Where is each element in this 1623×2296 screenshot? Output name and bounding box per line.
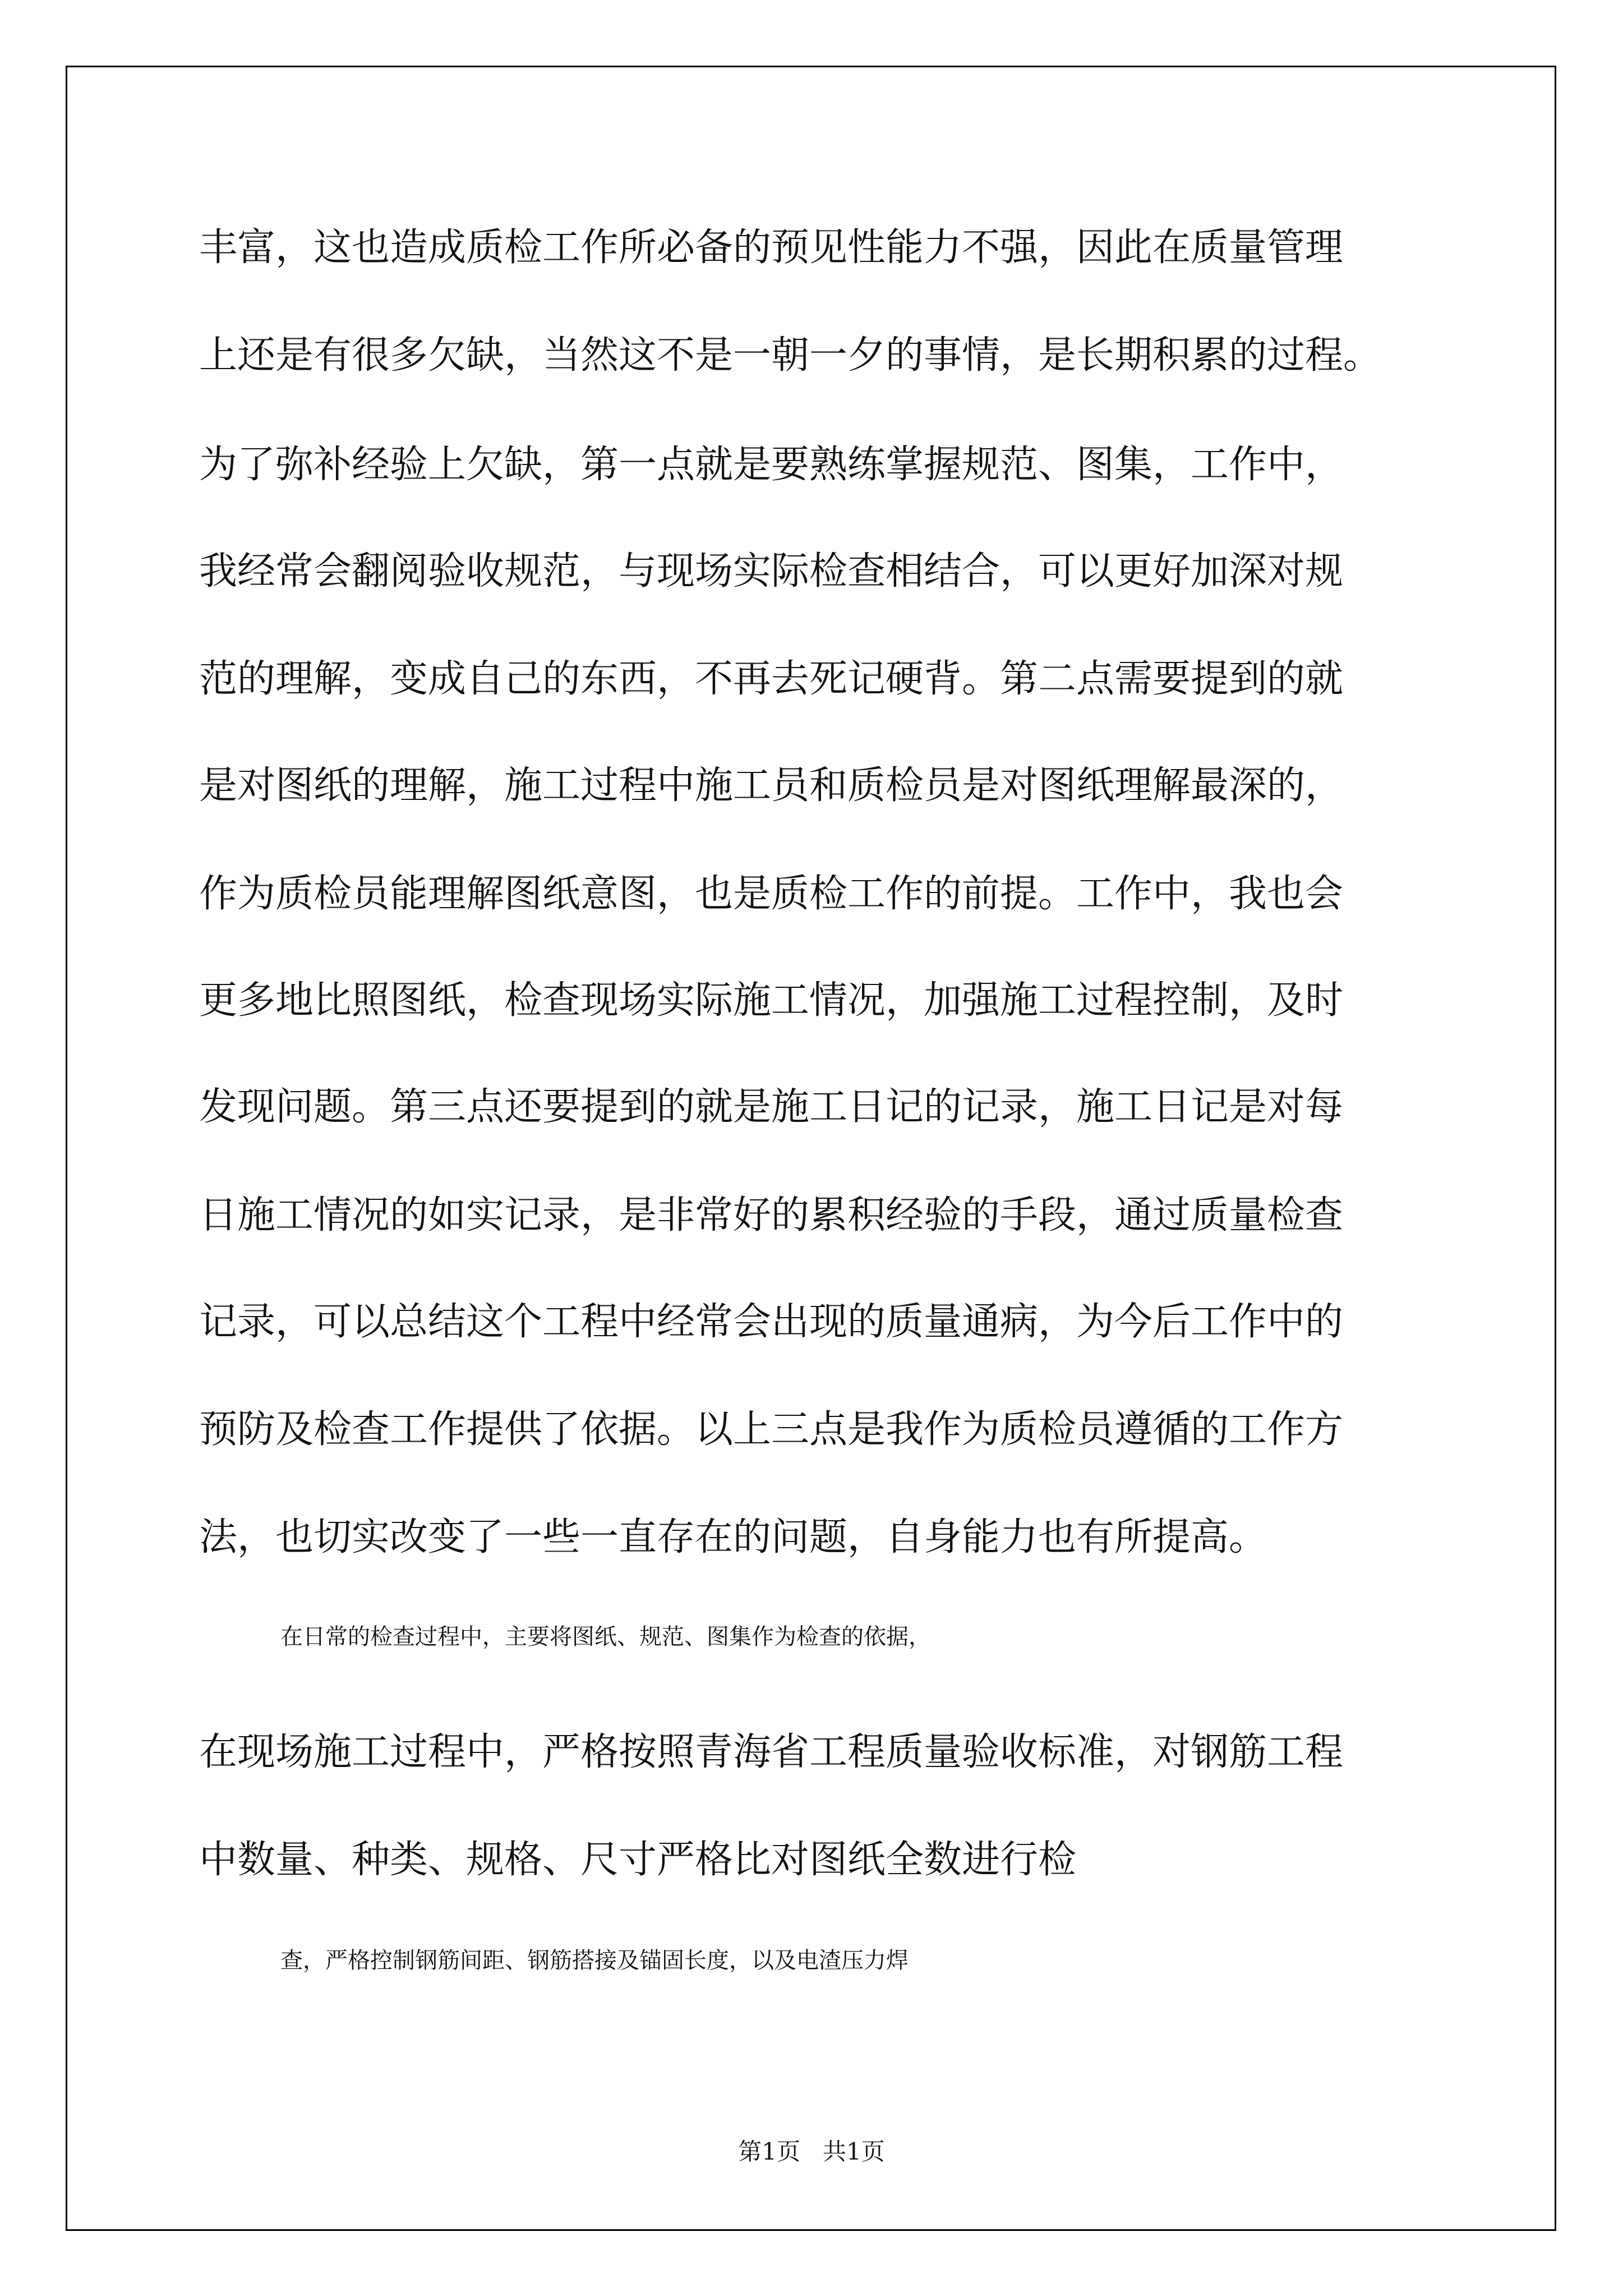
text-line: 我经常会翻阅验收规范，与现场实际检查相结合，可以更好加深对规 xyxy=(199,549,1344,593)
text-line: 在现场施工过程中，严格按照青海省工程质量验收标准，对钢筋工程 xyxy=(199,1730,1344,1774)
page-number-footer: 第1页 共1页 xyxy=(738,2138,885,2165)
text-line: 预防及检查工作提供了依据。以上三点是我作为质检员遵循的工作方 xyxy=(199,1407,1344,1452)
text-line: 记录，可以总结这个工程中经常会出现的质量通病，为今后工作中的 xyxy=(199,1300,1344,1344)
text-line: 是对图纸的理解，施工过程中施工员和质检员是对图纸理解最深的， xyxy=(199,763,1344,808)
paragraph-first-line: 查，严格控制钢筋间距、钢筋搭接及锚固长度，以及电渣压力焊 xyxy=(280,1948,909,1973)
text-line: 范的理解，变成自己的东西，不再去死记硬背。第二点需要提到的就 xyxy=(199,657,1344,701)
text-line: 中数量、种类、规格、尺寸严格比对图纸全数进行检 xyxy=(199,1838,1077,1882)
text-line: 为了弥补经验上欠缺，第一点就是要熟练掌握规范、图集，工作中， xyxy=(199,443,1344,487)
text-line: 更多地比照图纸，检查现场实际施工情况，加强施工过程控制，及时 xyxy=(199,978,1344,1023)
text-line: 丰富，这也造成质检工作所必备的预见性能力不强，因此在质量管理 xyxy=(199,226,1344,270)
text-line: 日施工情况的如实记录，是非常好的累积经验的手段，通过质量检查 xyxy=(199,1193,1344,1237)
text-line: 上还是有很多欠缺，当然这不是一朝一夕的事情，是长期积累的过程。 xyxy=(199,333,1382,378)
paragraph-first-line: 在日常的检查过程中，主要将图纸、规范、图集作为检查的依据， xyxy=(280,1624,931,1650)
text-line: 作为质检员能理解图纸意图，也是质检工作的前提。工作中，我也会 xyxy=(199,872,1344,916)
page-border xyxy=(66,66,1556,2231)
text-line: 法，也切实改变了一些一直存在的问题，自身能力也有所提高。 xyxy=(199,1515,1267,1559)
text-line: 发现问题。第三点还要提到的就是施工日记的记录，施工日记是对每 xyxy=(199,1085,1344,1129)
